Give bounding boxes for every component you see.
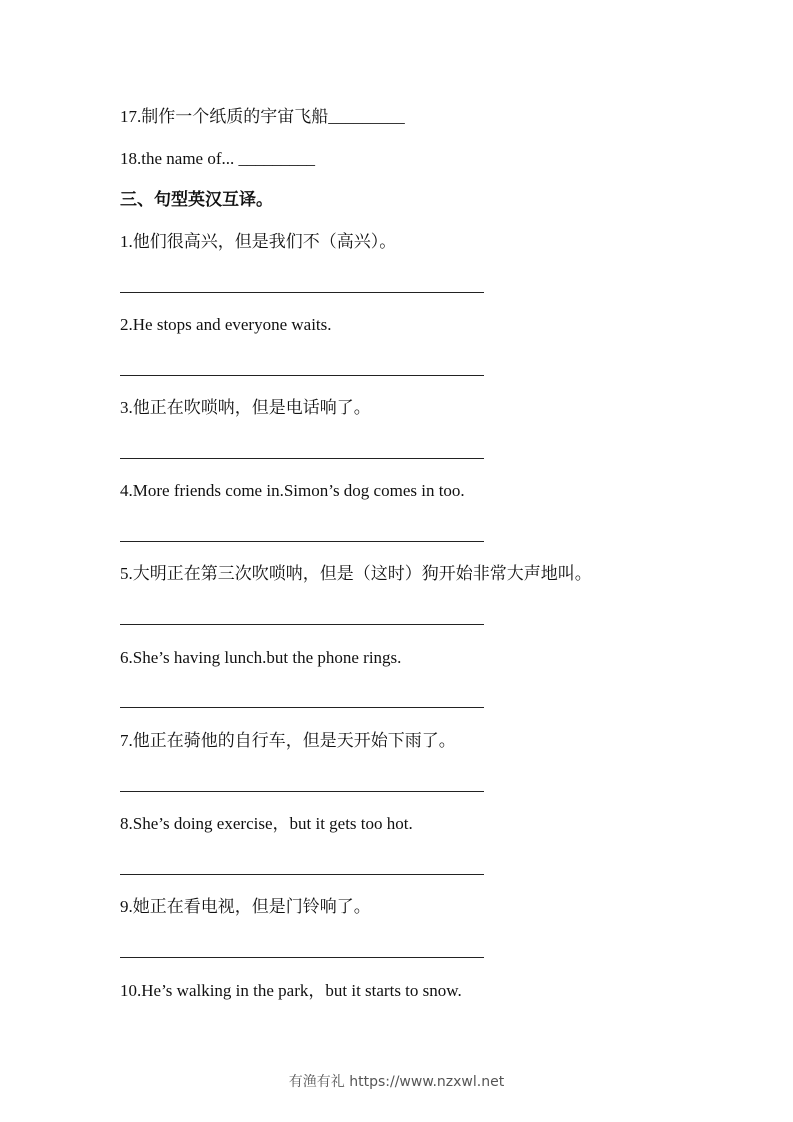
- answer-line-7: [120, 791, 484, 792]
- question-7: 7.他正在骑他的自行车，但是天开始下雨了。: [120, 731, 456, 750]
- answer-line-1: [120, 292, 484, 293]
- question-3: 3.他正在吹唢呐，但是电话响了。: [120, 398, 371, 417]
- question-5: 5.大明正在第三次吹唢呐，但是（这时）狗开始非常大声地叫。: [120, 564, 592, 583]
- answer-line-2: [120, 375, 484, 376]
- answer-line-5: [120, 624, 484, 625]
- question-6: 6.She’s having lunch.but the phone rings.: [120, 648, 402, 667]
- question-4: 4.More friends come in.Simon’s dog comes in too.: [120, 481, 465, 500]
- question-10: 10.He’s walking in the park，but it starts to snow.: [120, 981, 462, 1000]
- answer-line-3: [120, 458, 484, 459]
- footer-watermark: 有渔有礼 https://www.nzxwl.net: [288, 1074, 505, 1090]
- answer-line-8: [120, 874, 484, 875]
- question-9: 9.她正在看电视，但是门铃响了。: [120, 897, 371, 916]
- answer-line-6: [120, 707, 484, 708]
- question-1: 1.他们很高兴，但是我们不（高兴）。: [120, 232, 397, 251]
- question-8: 8.She’s doing exercise，but it gets too hot.: [120, 814, 413, 833]
- item-17: 17.制作一个纸质的宇宙飞船_________: [120, 107, 405, 126]
- answer-line-4: [120, 541, 484, 542]
- section-heading: 三、句型英汉互译。: [120, 190, 273, 209]
- question-2: 2.He stops and everyone waits.: [120, 315, 332, 334]
- answer-line-9: [120, 957, 484, 958]
- item-18: 18.the name of... _________: [120, 149, 315, 168]
